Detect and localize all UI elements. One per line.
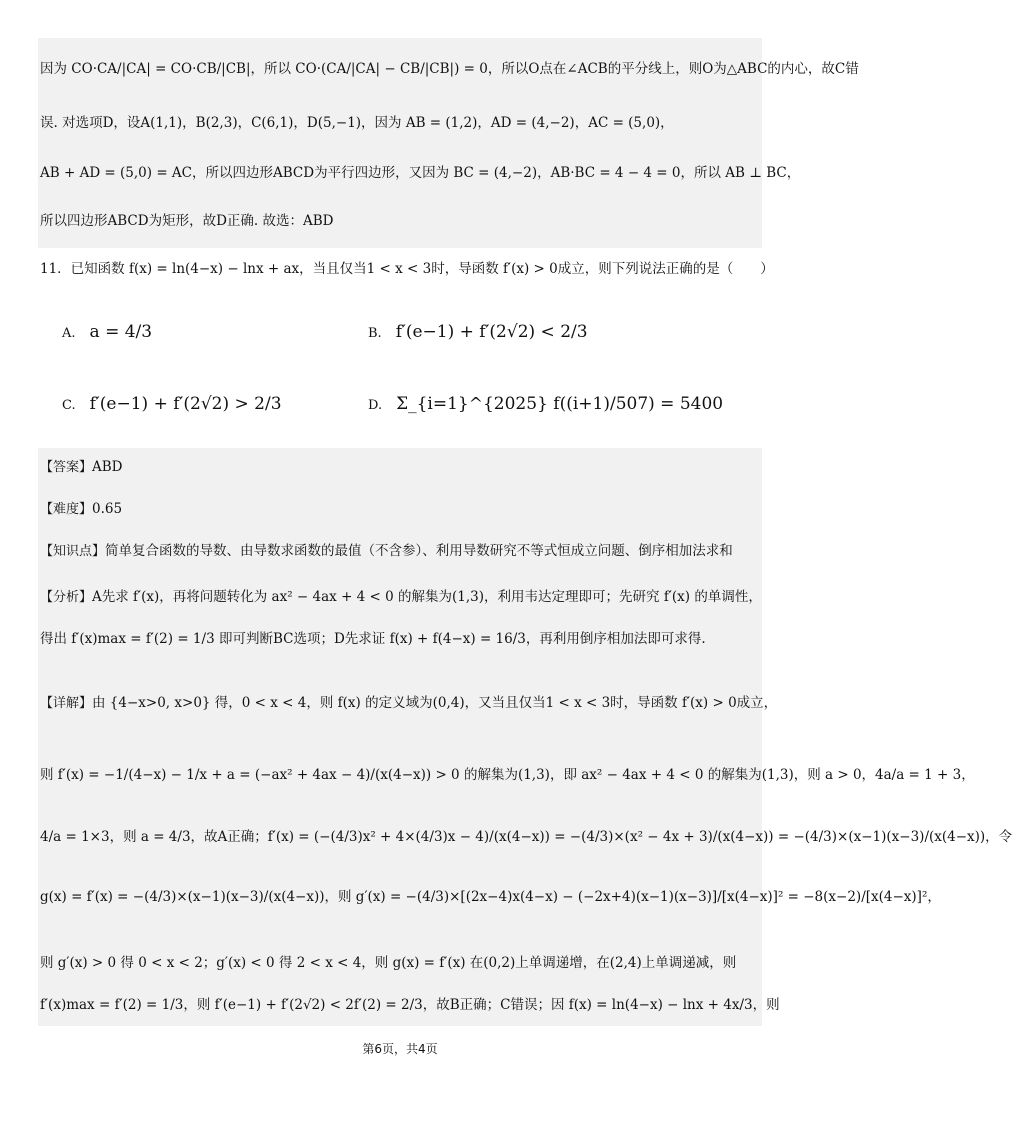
- analysis-line-1: [40, 586, 762, 609]
- detail-text-1: 由 {4−x>0, x>0} 得，0 < x < 4，则 f(x) 的定义域为(0,4)，又当且仅当1 < x < 3时，导函数 f′(x) > 0成立，: [92, 695, 778, 711]
- detail-line-3: 4/a = 1×3，则 a = 4/3，故A正确；f′(x) = (−(4/3)x² + 4×(4/3)x − 4)/(x(4−x)) = −(4/3)×(x² − 4x + 3)/(x(4−x)) = −(4/3)×(x−1)(x−3)/(x(4−x))，令: [40, 829, 1012, 845]
- option-c-text: f′(e−1) + f′(2√2) > 2/3: [89, 394, 282, 414]
- detail-line-2: 则 f′(x) = −1/(4−x) − 1/x + a = (−ax² + 4ax − 4)/(x(4−x)) > 0 的解集为(1,3)，即 ax² − 4ax + 4 < 0 的解集为(1,3)，则 a > 0，4a/a = 1 + 3，: [40, 767, 975, 783]
- detail-line-5: 则 g′(x) > 0 得 0 < x < 2；g′(x) < 0 得 2 < x < 4，则 g(x) = f′(x) 在(0,2)上单调递增，在(2,4)上单调递减，则: [40, 955, 737, 971]
- difficulty-value: 0.65: [92, 501, 123, 517]
- option-c-label: C.: [62, 398, 76, 413]
- option-b-text: f′(e−1) + f′(2√2) < 2/3: [395, 322, 588, 342]
- detail-line-1: [40, 692, 778, 715]
- detail-tag: 【详解】: [40, 696, 93, 711]
- difficulty-line: [40, 498, 756, 521]
- option-a: [62, 322, 152, 342]
- difficulty-tag: 【难度】: [40, 502, 93, 517]
- option-d-label: D.: [368, 398, 383, 413]
- question-stem: 11．已知函数 f(x) = ln(4−x) − lnx + ax，当且仅当1 < x < 3时，导函数 f′(x) > 0成立，则下列说法正确的是（ ）: [40, 261, 774, 277]
- prev-solution-line-1: 因为 CO·CA/|CA| = CO·CB/|CB|，所以 CO·(CA/|CA| − CB/|CB|) = 0，所以O点在∠ACB的平分线上，则O为△ABC的内心，故C错: [40, 61, 859, 77]
- option-b: [368, 322, 588, 342]
- answer-tag: 【答案】: [40, 460, 93, 475]
- detail-line-6: f′(x)max = f′(2) = 1/3，则 f′(e−1) + f′(2√2) < 2f′(2) = 2/3，故B正确；C错误；因 f(x) = ln(4−x) − lnx + 4x/3，则: [40, 997, 780, 1013]
- analysis-line-2: 得出 f′(x)max = f′(2) = 1/3 即可判断BC选项；D先求证 f(x) + f(4−x) = 16/3，再利用倒序相加法即可求得.: [40, 631, 706, 647]
- answer-line: [40, 456, 756, 479]
- answer-value: ABD: [92, 459, 123, 475]
- solution-block: [38, 448, 1012, 1026]
- knowledge-line: [40, 540, 756, 563]
- knowledge-tag: 【知识点】: [40, 544, 106, 559]
- prev-solution-line-2: 误. 对选项D，设A(1,1)，B(2,3)，C(6,1)，D(5,−1)，因为 AB = (1,2)，AD = (4,−2)，AC = (5,0)，: [40, 115, 674, 131]
- prev-solution-line-4: 所以四边形ABCD为矩形，故D正确. 故选：ABD: [40, 213, 334, 229]
- analysis-tag: 【分析】: [40, 590, 93, 605]
- option-d: [368, 394, 723, 414]
- knowledge-value: 简单复合函数的导数、由导数求函数的最值（不含参）、利用导数研究不等式恒成立问题、倒序相加法求和: [105, 543, 733, 559]
- option-c: [62, 394, 282, 414]
- option-d-text: Σ_{i=1}^{2025} f((i+1)/507) = 5400: [396, 394, 724, 414]
- page-footer: 第6页，共4页: [362, 1042, 438, 1056]
- option-a-text: a = 4/3: [89, 322, 153, 342]
- prev-solution-line-3: AB + AD = (5,0) = AC，所以四边形ABCD为平行四边形，又因为 BC = (4,−2)，AB·BC = 4 − 4 = 0，所以 AB ⊥ BC，: [40, 165, 801, 181]
- analysis-text-1: A先求 f′(x)，再将问题转化为 ax² − 4ax + 4 < 0 的解集为(1,3)，利用韦达定理即可；先研究 f′(x) 的单调性，: [92, 589, 762, 605]
- option-b-label: B.: [368, 326, 382, 341]
- option-a-label: A.: [62, 326, 76, 341]
- detail-line-4: g(x) = f′(x) = −(4/3)×(x−1)(x−3)/(x(4−x))，则 g′(x) = −(4/3)×[(2x−4)x(4−x) − (−2x+4)(x−1)(x−3)]/[x(4−x)]² = −8(x−2)/[x(4−x)]²，: [40, 889, 941, 905]
